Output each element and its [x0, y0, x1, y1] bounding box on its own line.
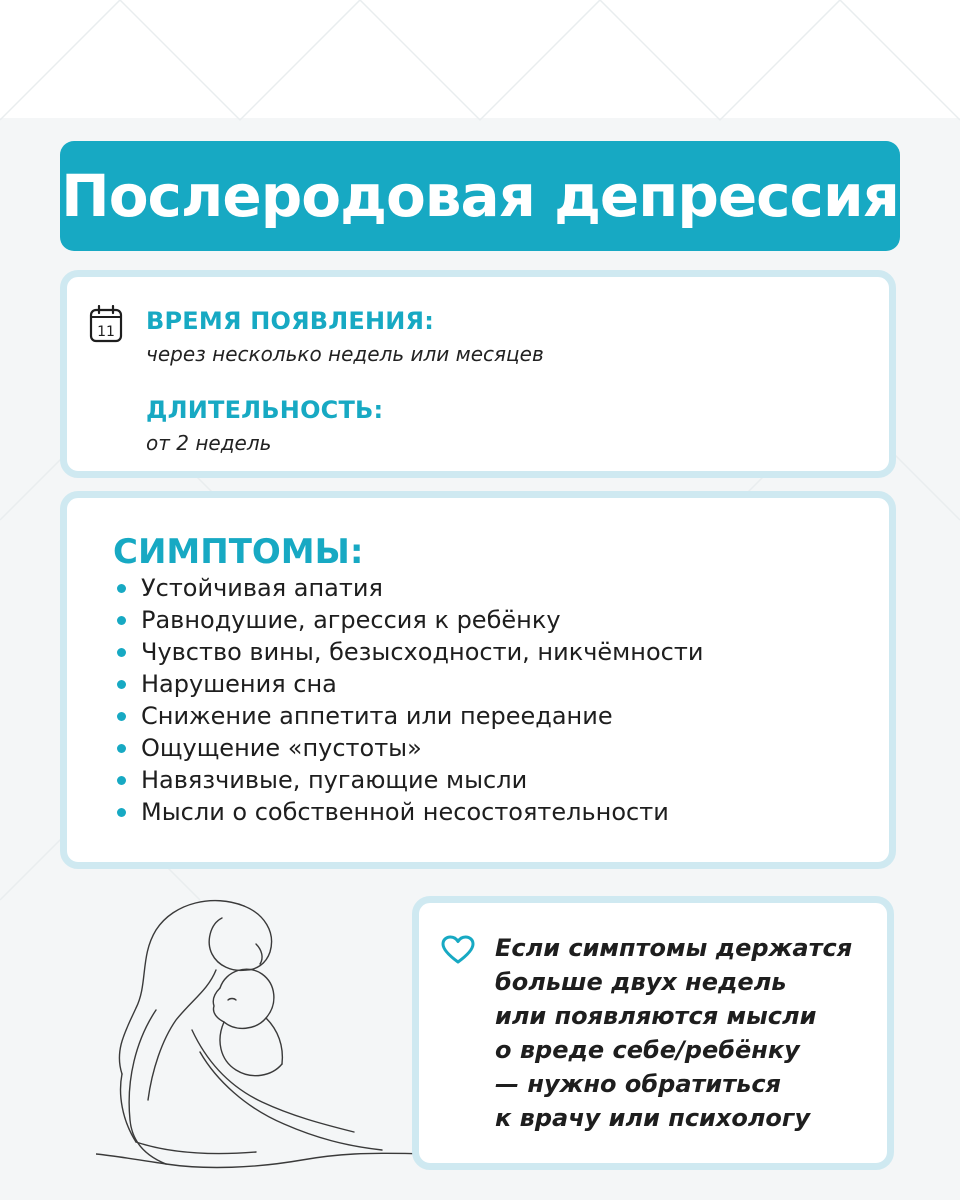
bullet-icon: [117, 584, 126, 593]
list-item: [115, 572, 703, 604]
info-card: [60, 270, 896, 478]
duration-value: от 2 недель: [146, 431, 272, 455]
title-banner: [60, 141, 900, 251]
onset-value: через несколько недель или месяцев: [146, 342, 544, 366]
list-item: [115, 796, 703, 828]
symptom-text: Нарушения сна: [141, 670, 337, 698]
note-line: Если симптомы держатся: [495, 934, 853, 962]
bullet-icon: [117, 648, 126, 657]
calendar-icon: [89, 305, 123, 343]
symptoms-list: [115, 572, 703, 828]
symptom-text: Равнодушие, агрессия к ребёнку: [141, 606, 561, 634]
list-item: [115, 604, 703, 636]
symptoms-title: СИМПТОМЫ:: [113, 532, 364, 572]
duration-label: ДЛИТЕЛЬНОСТЬ:: [146, 396, 384, 424]
list-item: [115, 700, 703, 732]
note-line: к врачу или психологу: [495, 1104, 811, 1132]
heart-icon: [441, 935, 475, 965]
note-line: о вреде себе/ребёнку: [495, 1036, 800, 1064]
symptom-text: Навязчивые, пугающие мысли: [141, 766, 528, 794]
symptoms-card: [60, 491, 896, 869]
list-item: [115, 732, 703, 764]
bullet-icon: [117, 808, 126, 817]
symptom-text: Чувство вины, безысходности, никчёмности: [141, 638, 704, 666]
symptom-text: Ощущение «пустоты»: [141, 734, 422, 762]
note-line: — нужно обратиться: [495, 1070, 781, 1098]
mother-baby-illustration: [96, 880, 426, 1180]
bullet-icon: [117, 776, 126, 785]
note-line: или появляются мысли: [495, 1002, 817, 1030]
note-text: [495, 931, 852, 1135]
list-item: [115, 764, 703, 796]
note-card: [412, 896, 894, 1170]
list-item: [115, 636, 703, 668]
symptom-text: Мысли о собственной несостоятельности: [141, 798, 669, 826]
onset-label: ВРЕМЯ ПОЯВЛЕНИЯ:: [146, 307, 435, 335]
bullet-icon: [117, 744, 126, 753]
bullet-icon: [117, 680, 126, 689]
symptom-text: Устойчивая апатия: [141, 574, 383, 602]
bullet-icon: [117, 616, 126, 625]
calendar-day-number: 11: [97, 324, 115, 340]
symptom-text: Снижение аппетита или переедание: [141, 702, 613, 730]
note-line: больше двух недель: [495, 968, 787, 996]
bullet-icon: [117, 712, 126, 721]
page-title: Послеродовая депрессия: [61, 162, 899, 230]
list-item: [115, 668, 703, 700]
